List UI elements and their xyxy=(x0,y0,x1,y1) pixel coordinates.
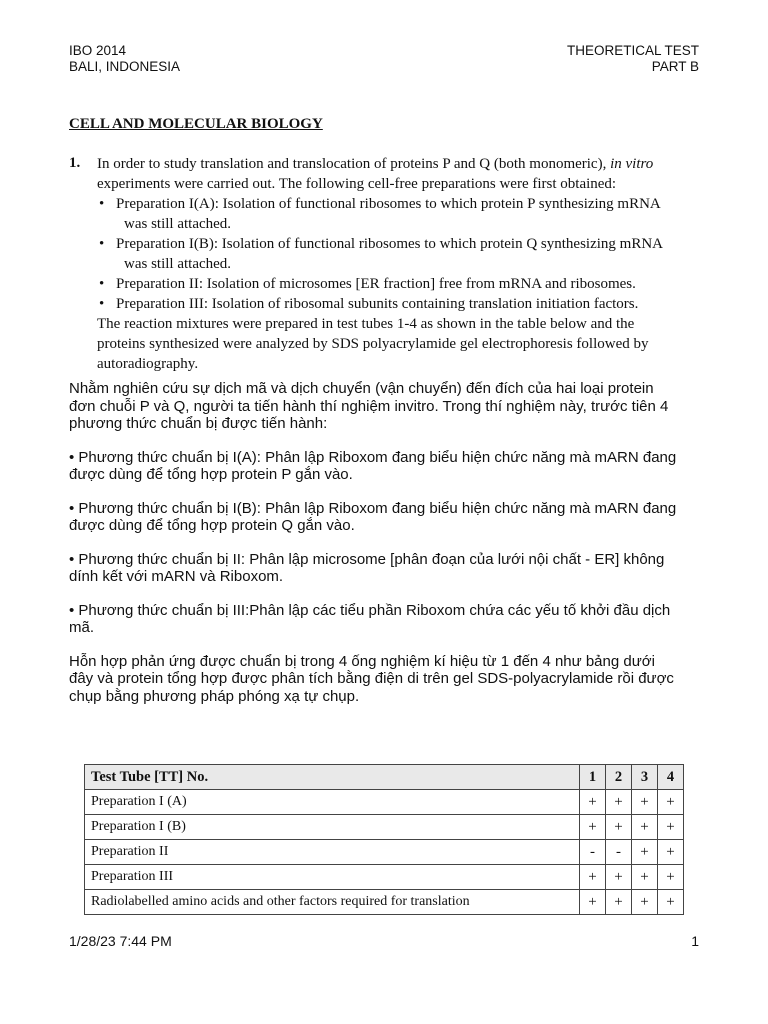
table-cell: + xyxy=(580,865,606,890)
bullet-icon: • xyxy=(99,296,105,312)
header-left xyxy=(69,43,180,75)
row-label: Preparation I (B) xyxy=(85,815,580,840)
question-text-english xyxy=(97,154,697,374)
vi-paragraph: Nhằm nghiên cứu sự dịch mã và dịch chuyển (vận chuyển) đến đích của hai loại protein đơn chuỗi P và Q, người ta tiến hành thí nghiệm invitro. Trong thí nghiệm này, trước tiên 4 phương thức chuẩn bị được tiến hành: xyxy=(69,380,669,432)
closing-line: autoradiography. xyxy=(97,356,199,372)
footer-timestamp: 1/28/23 7:44 PM xyxy=(69,933,172,949)
table-header-label: Test Tube [TT] No. xyxy=(85,765,580,790)
bullet-icon: • xyxy=(99,236,105,252)
question-intro-line2: experiments were carried out. The following cell-free preparations were first obtained: xyxy=(97,176,617,192)
table-row xyxy=(85,840,684,865)
preparation-item: • Preparation III: Isolation of ribosomal subunits containing translation initiation factors. xyxy=(99,296,639,312)
in-vitro-italic: in vitro xyxy=(610,156,654,172)
table-cell: + xyxy=(606,890,632,915)
table-cell: + xyxy=(580,790,606,815)
vi-paragraph: • Phương thức chuẩn bị I(A): Phân lập Riboxom đang biểu hiện chức năng mà mARN đang được dùng để tổng hợp protein P gắn vào. xyxy=(69,448,677,483)
bullet-icon: • xyxy=(99,276,105,292)
table-cell: + xyxy=(632,890,658,915)
table-row xyxy=(85,865,684,890)
row-label: Preparation II xyxy=(85,840,580,865)
vietnamese-translation xyxy=(69,380,709,721)
table-cell: + xyxy=(580,890,606,915)
question-number: 1. xyxy=(69,155,81,171)
table-header-row xyxy=(85,765,684,790)
question-intro: In order to study translation and translocation of proteins P and Q (both monomeric), in vitro xyxy=(97,156,654,172)
header-location: BALI, INDONESIA xyxy=(69,59,181,74)
vi-paragraph: Hỗn hợp phản ứng được chuẩn bị trong 4 ống nghiệm kí hiệu từ 1 đến 4 như bảng dưới đây và protein tổng hợp được phân tích bằng điện di trên gel SDS-polyacrylamide rồi được chụp bằng phương pháp phóng xạ tự chụp. xyxy=(69,652,674,705)
footer-page-number: 1 xyxy=(691,933,699,949)
table-cell: + xyxy=(606,790,632,815)
table-cell: - xyxy=(606,840,632,865)
header-right xyxy=(567,43,699,75)
row-label: Preparation I (A) xyxy=(85,790,580,815)
preparation-table xyxy=(84,764,684,915)
table-column-header: 2 xyxy=(606,765,632,790)
table-cell: + xyxy=(658,865,684,890)
table-cell: + xyxy=(658,790,684,815)
table-column-header: 3 xyxy=(632,765,658,790)
row-label: Radiolabelled amino acids and other factors required for translation xyxy=(85,890,580,915)
closing-line: The reaction mixtures were prepared in test tubes 1-4 as shown in the table below and the xyxy=(97,316,635,332)
row-label: Preparation III xyxy=(85,865,580,890)
table-row xyxy=(85,790,684,815)
table-cell: + xyxy=(606,865,632,890)
table-cell: + xyxy=(632,865,658,890)
table-cell: + xyxy=(580,815,606,840)
table-cell: + xyxy=(606,815,632,840)
table-row xyxy=(85,890,684,915)
table-row xyxy=(85,815,684,840)
section-title: CELL AND MOLECULAR BIOLOGY xyxy=(69,116,323,132)
vi-paragraph: • Phương thức chuẩn bị III:Phân lập các tiểu phần Riboxom chứa các yếu tố khởi đầu dịch mã. xyxy=(69,601,671,636)
vi-paragraph: • Phương thức chuẩn bị II: Phân lập microsome [phân đoạn của lưới nội chất - ER] không dính kết với mARN và Riboxom. xyxy=(69,550,665,585)
table-cell: + xyxy=(632,815,658,840)
preparation-list xyxy=(97,194,697,314)
table-cell: + xyxy=(658,815,684,840)
vi-paragraph: • Phương thức chuẩn bị I(B): Phân lập Riboxom đang biểu hiện chức năng mà mARN đang được dùng để tổng hợp protein Q gắn vào. xyxy=(69,499,677,534)
table-cell: - xyxy=(580,840,606,865)
table-cell: + xyxy=(658,890,684,915)
preparation-item: • Preparation I(A): Isolation of functional ribosomes to which protein P synthesizing mRNA was still attached. xyxy=(99,196,661,232)
header-part: PART B xyxy=(651,59,699,74)
table-column-header: 4 xyxy=(658,765,684,790)
preparation-item: • Preparation II: Isolation of microsomes [ER fraction] free from mRNA and ribosomes. xyxy=(99,276,636,292)
table-cell: + xyxy=(632,790,658,815)
preparation-item: • Preparation I(B): Isolation of functional ribosomes to which protein Q synthesizing mRNA was still attached. xyxy=(99,236,663,272)
closing-line: proteins synthesized were analyzed by SDS polyacrylamide gel electrophoresis followed by xyxy=(97,336,649,352)
table-column-header: 1 xyxy=(580,765,606,790)
table-cell: + xyxy=(632,840,658,865)
bullet-icon: • xyxy=(99,196,105,212)
header-test-name: THEORETICAL TEST xyxy=(566,43,699,58)
header-event: IBO 2014 xyxy=(69,43,127,58)
table-cell: + xyxy=(658,840,684,865)
